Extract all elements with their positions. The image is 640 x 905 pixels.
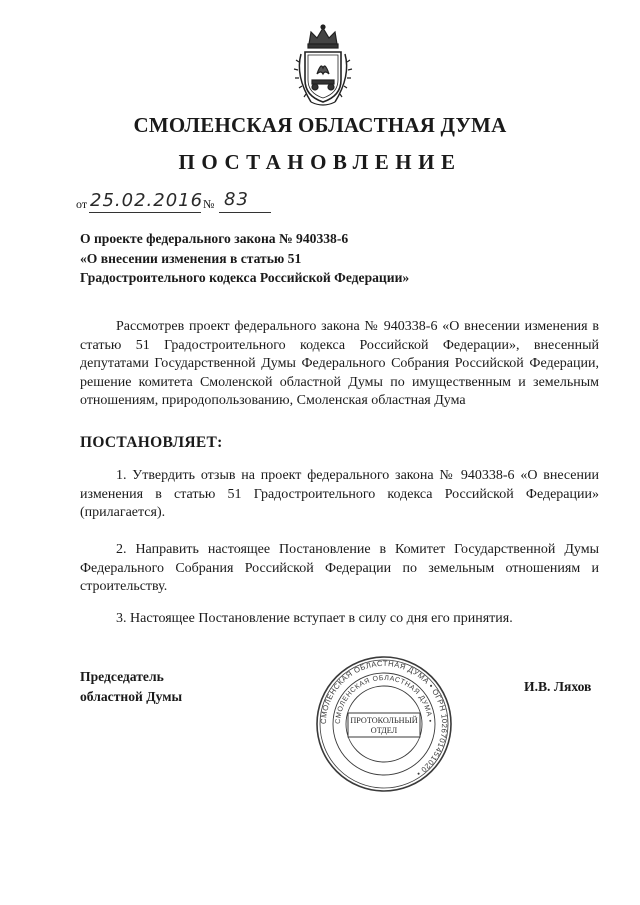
- coat-of-arms-icon: [291, 24, 355, 108]
- handwritten-date: 25.02.2016: [90, 190, 204, 211]
- document-type-heading: ПОСТАНОВЛЕНИЕ: [178, 150, 462, 174]
- signatory-title-line: Председатель: [80, 669, 164, 684]
- handwritten-number: 83: [224, 189, 249, 210]
- official-seal: [315, 655, 453, 793]
- signatory-name: И.В. Ляхов: [524, 679, 592, 694]
- document-subject: [80, 229, 480, 288]
- seal-outer-text-path: СМОЛЕНСКАЯ ОБЛАСТНАЯ ДУМА • ОГРН 1026701451020 •: [318, 658, 450, 779]
- decree-item-2: 2. Направить настоящее Постановление в Комитет Государственной Думы Федерального Собрания Российской Федерации по земельным отношениям и строительству.: [80, 542, 599, 594]
- decree-item-3: 3. Настоящее Постановление вступает в силу со дня его принятия.: [116, 611, 513, 626]
- number-underline: [219, 212, 271, 213]
- date-number-line: [76, 186, 316, 214]
- decree-heading: ПОСТАНОВЛЯЕТ:: [80, 434, 223, 451]
- subject-line: О проекте федерального закона № 940338-6: [80, 231, 349, 246]
- decree-item-1: 1. Утвердить отзыв на проект федерального закона № 940338-6 «О внесении изменения в статью 51 Градостроительного кодекса Российской Федерации» (прилагается).: [80, 468, 599, 520]
- date-underline: [89, 212, 201, 213]
- preamble-paragraph: Рассмотрев проект федерального закона № 940338-6 «О внесении изменения в статью 51 Градостроительного кодекса Российской Федерации», внесенный депутатами Государственной Думы Федерального Собрания Российской Федерации, решение комитета Смоленской областной Думы по имущественным и земельным отношениям, природопользованию, Смоленская областная Дума: [80, 319, 599, 408]
- subject-line: «О внесении изменения в статью 51: [80, 250, 302, 266]
- signatory-title: [80, 667, 182, 706]
- signatory-title-line: областной Думы: [80, 688, 183, 704]
- number-prefix-label: №: [203, 197, 215, 211]
- date-prefix-label: от: [76, 197, 88, 211]
- seal-center-line-1: ПРОТОКОЛЬНЫЙ: [350, 716, 418, 725]
- subject-line: Градостроительного кодекса Российской Федерации»: [80, 270, 410, 285]
- organization-title: СМОЛЕНСКАЯ ОБЛАСТНАЯ ДУМА: [133, 113, 507, 137]
- seal-center-line-2: ОТДЕЛ: [370, 726, 398, 735]
- seal-inner-text-path: СМОЛЕНСКАЯ ОБЛАСТНАЯ ДУМА •: [334, 674, 434, 725]
